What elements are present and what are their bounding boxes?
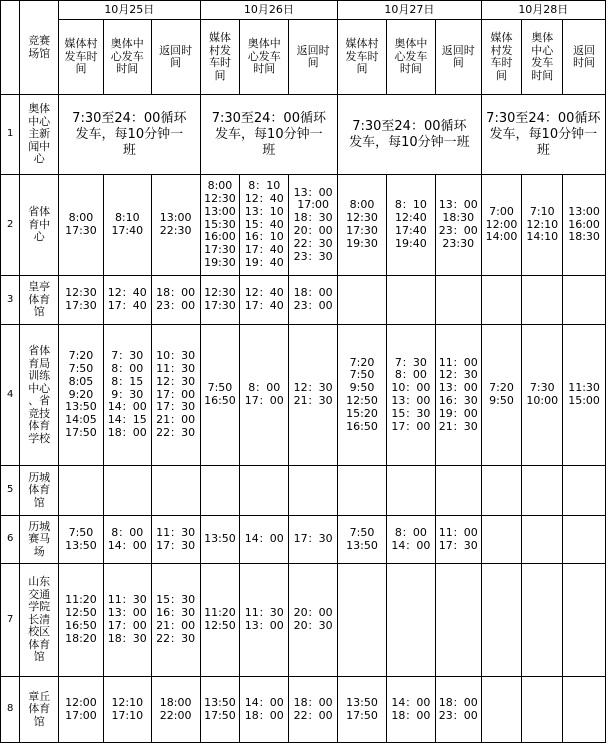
return-times-cell: 18：00 23：00	[289, 276, 338, 325]
date-header-row	[1, 1, 606, 20]
sub-header-return: 返回时 间	[151, 20, 200, 95]
sub-header-return: 返回 时间	[563, 20, 606, 95]
schedule-row	[1, 677, 606, 743]
media-village-departures-cell: 13:50 17:50	[200, 677, 240, 743]
sub-header-row	[1, 20, 606, 95]
return-times-cell	[563, 466, 606, 516]
row-index: 6	[1, 516, 20, 564]
sub-header-media-village: 媒体村 发车时 间	[59, 20, 104, 95]
media-village-departures-cell: 7:50 16:50	[200, 325, 240, 466]
schedule-row	[1, 175, 606, 276]
olympic-center-departures-cell: 7:30 10:00	[522, 325, 563, 466]
olympic-center-departures-cell	[240, 466, 289, 516]
schedule-row	[1, 466, 606, 516]
media-village-departures-cell: 13:50 17:50	[338, 677, 387, 743]
date-header-oct27: 10月27日	[338, 1, 482, 20]
return-times-cell: 18：00 22：00	[289, 677, 338, 743]
row-index: 4	[1, 325, 20, 466]
loop-service-note: 7:30至24：00循环 发车，每10分钟一 班	[481, 95, 605, 175]
return-times-cell	[435, 276, 481, 325]
media-village-departures-cell: 8:00 17:30	[59, 175, 104, 276]
return-times-cell	[435, 564, 481, 677]
media-village-departures-cell: 12:30 17:30	[200, 276, 240, 325]
loop-service-note: 7:30至24：00循环 发车，每10分钟一 班	[200, 95, 337, 175]
return-times-cell: 18:00 22:00	[151, 677, 200, 743]
media-village-departures-cell	[200, 466, 240, 516]
schedule-row	[1, 276, 606, 325]
media-village-departures-cell: 7:50 13:50	[338, 516, 387, 564]
return-times-cell: 17：30	[289, 516, 338, 564]
loop-service-note: 7:30至24：00循环 发车，每10分钟一班	[338, 95, 482, 175]
index-header-cell	[1, 1, 20, 95]
return-times-cell: 11：30 17：30	[151, 516, 200, 564]
olympic-center-departures-cell: 12：40 17：40	[103, 276, 151, 325]
return-times-cell: 11：00 12：30 13：00 16：30 19：00 21：30	[435, 325, 481, 466]
media-village-departures-cell	[481, 276, 522, 325]
return-times-cell: 10：30 11：30 12：30 17：00 17：30 21：00 22：30	[151, 325, 200, 466]
return-times-cell: 18：00 23：00	[435, 677, 481, 743]
venue-name: 奥体 中心 主新 闻中 心	[20, 95, 59, 175]
media-village-departures-cell: 11:20 12:50	[200, 564, 240, 677]
row-index: 3	[1, 276, 20, 325]
olympic-center-departures-cell: 14：00 18：00	[240, 677, 289, 743]
return-times-cell: 11:30 15:00	[563, 325, 606, 466]
sub-header-media-village: 媒体 村发 车时 间	[200, 20, 240, 95]
olympic-center-departures-cell	[522, 564, 563, 677]
date-header-oct26: 10月26日	[200, 1, 337, 20]
media-village-departures-cell: 7:50 13:50	[59, 516, 104, 564]
media-village-departures-cell	[481, 466, 522, 516]
return-times-cell: 12：30 21：30	[289, 325, 338, 466]
venue-name: 山东 交通 学院 长清 校区 体育 馆	[20, 564, 59, 677]
return-times-cell: 20：00 20：30	[289, 564, 338, 677]
row-index: 8	[1, 677, 20, 743]
olympic-center-departures-cell	[386, 564, 435, 677]
olympic-center-departures-cell: 8:10 17:40	[103, 175, 151, 276]
olympic-center-departures-cell: 8：00 17：00	[240, 325, 289, 466]
media-village-departures-cell: 11:20 12:50 16:50 18:20	[59, 564, 104, 677]
olympic-center-departures-cell	[522, 466, 563, 516]
olympic-center-departures-cell: 14：00	[240, 516, 289, 564]
olympic-center-departures-cell: 14：00 18：00	[386, 677, 435, 743]
olympic-center-departures-cell	[522, 677, 563, 743]
schedule-row	[1, 95, 606, 175]
media-village-departures-cell	[338, 564, 387, 677]
date-header-oct28: 10月28日	[481, 1, 605, 20]
olympic-center-departures-cell: 7：30 8：00 10：00 13：00 15：30 17：00	[386, 325, 435, 466]
media-village-departures-cell: 12:00 17:00	[59, 677, 104, 743]
return-times-cell	[563, 516, 606, 564]
olympic-center-departures-cell: 8：10 12:40 17:40 19:40	[386, 175, 435, 276]
return-times-cell	[563, 564, 606, 677]
olympic-center-departures-cell: 11：30 13：00	[240, 564, 289, 677]
venue-name: 历城 赛马 场	[20, 516, 59, 564]
olympic-center-departures-cell: 12:10 17:10	[103, 677, 151, 743]
sub-header-olympic-center: 奥体中 心发车 时间	[386, 20, 435, 95]
loop-service-note: 7:30至24：00循环 发车，每10分钟一 班	[59, 95, 201, 175]
return-times-cell: 18：00 23：00	[151, 276, 200, 325]
media-village-departures-cell: 7:20 9:50	[481, 325, 522, 466]
return-times-cell: 13：00 17:00 18：30 20：00 22：30 23：30	[289, 175, 338, 276]
sub-header-media-village: 媒体 村发 车时 间	[481, 20, 522, 95]
media-village-departures-cell	[481, 677, 522, 743]
return-times-cell	[563, 276, 606, 325]
olympic-center-departures-cell: 11：30 13：00 17：00 18：30	[103, 564, 151, 677]
sub-header-return: 返回时 间	[289, 20, 338, 95]
media-village-departures-cell: 13:50	[200, 516, 240, 564]
olympic-center-departures-cell	[522, 276, 563, 325]
media-village-departures-cell	[59, 466, 104, 516]
sub-header-olympic-center: 奥体中 心发车 时间	[103, 20, 151, 95]
schedule-row	[1, 325, 606, 466]
venue-header-cell: 竞赛 场馆	[20, 1, 59, 95]
venue-name: 章丘 体育 馆	[20, 677, 59, 743]
return-times-cell: 13:00 16:00 18:30	[563, 175, 606, 276]
olympic-center-departures-cell	[386, 466, 435, 516]
media-village-departures-cell	[338, 276, 387, 325]
media-village-departures-cell: 12:30 17:30	[59, 276, 104, 325]
row-index: 5	[1, 466, 20, 516]
olympic-center-departures-cell: 12：40 17：40	[240, 276, 289, 325]
return-times-cell: 13:00 22:30	[151, 175, 200, 276]
olympic-center-departures-cell: 8：00 14：00	[386, 516, 435, 564]
sub-header-olympic-center: 奥体 中心 发车 时间	[522, 20, 563, 95]
venue-name: 省体 育中 心	[20, 175, 59, 276]
media-village-departures-cell	[481, 564, 522, 677]
media-village-departures-cell	[338, 466, 387, 516]
media-village-departures-cell: 7:20 7:50 9:50 12:50 15:20 16:50	[338, 325, 387, 466]
olympic-center-departures-cell: 8：10 12：40 13：10 15：40 16：10 17：40 19：40	[240, 175, 289, 276]
venue-name: 皇亭 体育 馆	[20, 276, 59, 325]
row-index: 1	[1, 95, 20, 175]
return-times-cell	[563, 677, 606, 743]
return-times-cell	[151, 466, 200, 516]
venue-name: 省体 育局 训练 中心 、省 竞技 体育 学校	[20, 325, 59, 466]
olympic-center-departures-cell: 7:10 12:10 14:10	[522, 175, 563, 276]
media-village-departures-cell: 7:00 12:00 14:00	[481, 175, 522, 276]
media-village-departures-cell: 8:00 12:30 17:30 19:30	[338, 175, 387, 276]
olympic-center-departures-cell	[103, 466, 151, 516]
sub-header-olympic-center: 奥体中 心发车 时间	[240, 20, 289, 95]
olympic-center-departures-cell	[386, 276, 435, 325]
date-header-oct25: 10月25日	[59, 1, 201, 20]
return-times-cell	[435, 466, 481, 516]
sub-header-media-village: 媒体村 发车时 间	[338, 20, 387, 95]
media-village-departures-cell: 8:00 12:30 13:00 15:30 16:00 17:30 19:30	[200, 175, 240, 276]
schedule-row	[1, 516, 606, 564]
olympic-center-departures-cell: 7：30 8：00 8：15 9：30 14：00 14：15 18：00	[103, 325, 151, 466]
return-times-cell: 15：30 16：30 21：00 22：30	[151, 564, 200, 677]
row-index: 2	[1, 175, 20, 276]
olympic-center-departures-cell	[522, 516, 563, 564]
row-index: 7	[1, 564, 20, 677]
media-village-departures-cell	[481, 516, 522, 564]
return-times-cell: 13：00 18:30 23：00 23:30	[435, 175, 481, 276]
media-village-departures-cell: 7:20 7:50 8:05 9:20 13:50 14:05 17:50	[59, 325, 104, 466]
return-times-cell	[289, 466, 338, 516]
schedule-row	[1, 564, 606, 677]
sub-header-return: 返回时 间	[435, 20, 481, 95]
return-times-cell: 11：00 17：30	[435, 516, 481, 564]
olympic-center-departures-cell: 8：00 14：00	[103, 516, 151, 564]
venue-name: 历城 体育 馆	[20, 466, 59, 516]
